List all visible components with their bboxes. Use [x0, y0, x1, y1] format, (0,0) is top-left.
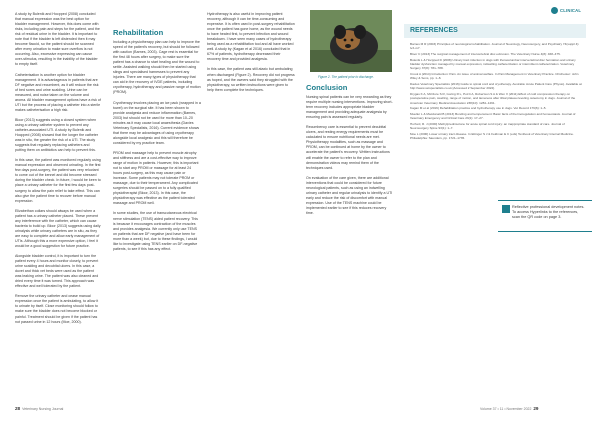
- paragraph: Recumbency care is essential to prevent decubital ulcers, and resting energy requirements must be calculated to ensure nutritional needs are met. Physiotherapy modalities, such as massage and PROM, can be continued at home by the owner to accelerate the patient's recovery. Written instructions will enable the owner to refer to the plan and demonstration videos may remind them of the techniques used.: [306, 125, 390, 170]
- paragraph: In some studies, the use of transcutaneous electrical nerve stimulation (TENS) aided patient recovery. This is because it encourages contraction of the muscles and provides analgesia. We currently only use TENS on patients that are DF negative (and have been for more than a week) but, due to these findings, I would like to investigate using TENS earlier on DF-negative patients, to see if this has any effect.: [113, 211, 198, 251]
- footer-left: [15, 406, 63, 411]
- paragraph: Hydrotherapy is also useful in improving patient recovery, although it can be time-consuming and expensive. It is often used in post-surgery rehabilitation once the patient has gone home, as the wound needs to have healed first, to prevent infection and wound breakdown. I have seen many cases of hydrotherapy being used as a rehabilitation tool and all have worked well. A study by (Kagan et al 2016) concluded that in 67% of patients, hydrotherapy decreased their recovery time and provided analgesia.: [207, 12, 295, 62]
- paragraph: Alongside bladder control, it is important to turn the patient every 4 hours and monitor closely, to prevent urine scalding and decubital ulcers. In this case, a duvet and thick vet beds were used as the patient was leaking urine. The patient was also cleaned and dried every time it was turned. This approach was effective and well tolerated by the patient.: [15, 254, 99, 289]
- column-2: [113, 0, 201, 257]
- paragraph: Bloor (2013) suggests using a closed system when using a urinary catheter system to prevent any catheter-associated UTI. A study by Bulenik and Hocpped (2008) showed that the longer the catheter was in situ, the greater the risk of a UTI. The study suggests that regularly replacing catheters and putting them on antibiotics can help to prevent this.: [15, 117, 99, 153]
- paragraph: Elizabethan collars should always be used when a patient has a urinary catheter placed. These prevent any interference with the catheter, which can cause bacteria to build up. Bloor (2013) suggests using daily urinalysis while urinary catheters are in situ, as they are easy to complete and allow early management of UTIs. Although this a more expensive option, I feel it would be a good suggestion for future practice.: [15, 208, 101, 248]
- paragraph: Remove the urinary catheter and cease manual expression once the patient is ambulating, to allow it to urinate by itself. Close monitoring should follow to make sure the bladder does not become blocked or painful. Treatment should be given if the patient has not passed urine in 12 hours (Moe, 2000).: [15, 294, 99, 324]
- reflective-callout: [498, 200, 592, 232]
- references-list: [410, 42, 584, 142]
- paragraph: In this case, the patient was monitored regularly using manual expression and observed urinating. In the first few days post-surgery, the patient was very reluctant to come out of the kennel and did become stressed during the bladder check. In future, I would be keen to place a urinary catheter for the first few days post-surgery to allow the pain relief to take effect. This can also give the patient time to recover before manual expression.: [15, 158, 101, 203]
- paragraph: Including a physiotherapy plan can help to improve the speed of the patient's recovery, but should be followed with caution (Barnes, 2003). Cage rest is essential for the first 48 hours after surgery, to make sure the patient has a chance to start healing and the wound to settle. Assisted walking should then be started using slings and specialised harnesses to prevent any injuries. There are many types of physiotherapy that can aid in the recovery of IVDE patients, including cryotherapy, hydrotherapy and passive range of motion (PROM).: [113, 40, 201, 95]
- column-3: [207, 12, 295, 98]
- references-heading: REFERENCES: [410, 27, 458, 34]
- reference-item: Kagan M et al (2016) Rehabilitation practice and hydrotherapy use in dogs. Vet Record 179(6): 1–5.: [410, 106, 547, 111]
- reference-item: Crook A (2014) Introduction: Pain. An issue of animal welfare. In Pain Management in Veterinary Practice. Chichester: John Wiley & Sons, pp. 1–8.: [410, 71, 579, 81]
- reference-item: Drygas K A, McClure S R, Goring R L, Pozzi A, Robertson S A & Wen X (2011) Effect of cold compression therapy on postoperative pain, swelling, range of motion, and lameness after tibial plateau leveling osteotomy in dogs. Journal of the American Veterinary Medical Association 238(10): 1284–1291.: [410, 91, 576, 105]
- conclusion-section: [306, 83, 394, 221]
- paragraph: In this case, the patient was still ataxic but ambulating when discharged (Figure 2). Recovery did not progress as hoped, and the owners said they struggled with the physiotherapy, so written instructions were given to help them complete the techniques.: [207, 67, 295, 92]
- paragraph: Nursing spinal patients can be very rewarding as they require multiple nursing interventions. Improving short-term recovery includes appropriate bladder management and providing adequate analgesia by ensuring pain is assessed regularly.: [306, 95, 393, 120]
- paragraph: A study by Bulenik and Hocpped (2008) concluded that manual expression was the best option for bladder management. However, this does come with risks, including pain and steps for the patient, and the risk of residual urine in the bladder. It is important to note that if the bladder is left distended then it may become flaccid, so the patient should be scanned after every urination to make sure overflow is not occurring. Also, excessive expressing can cause over-stimulus, resulting in the inability of the bladder to empty itself.: [15, 12, 100, 67]
- reference-item: Mueller L & Macdonald B (2013) Bonding and temperament: Basic facts of thermoregulation and homeostasis. Journal of Veterinary Emergency and Critical Care 23(1): 17–27.: [410, 111, 576, 121]
- conclusion-heading: Conclusion: [306, 83, 348, 92]
- section-label: CLINICAL: [560, 8, 582, 13]
- callout-text: Reflective professional development notes. To access Hyperlinks to the references, scan the QR code on page 3.: [512, 205, 585, 219]
- reference-item: Davies Veterinary Specialists (2016) Guide to spinal cord and cryotherapy. Australia: Acute Patient Care (Physio). Available at http://www.vetspecialists.co.uk [Accessed 2 September 2022].: [410, 81, 582, 91]
- journal-name: Veterinary Nursing Journal: [22, 407, 64, 411]
- issue-info: Volume 37 • 11 • November 2022: [480, 407, 532, 411]
- rehabilitation-heading: Rehabilitation: [113, 28, 164, 37]
- dog-image: [310, 10, 392, 72]
- footer-right: [480, 406, 539, 411]
- paragraph: On evaluation of the care given, there are additional interventions that could be considered for future neurological patients, such as using an indwelling urinary catheter and regular urinalysis to identify a UTI early and reduce the risk of discomfort with manual expression. Use of the TENS machine could be implemented earlier to see if this reduces recovery time.: [306, 175, 393, 215]
- dog-photo: [310, 10, 392, 72]
- reference-item: Bloor C (2013) The surgical management of intervertebral disc extrusion. The Veterinary Nurse 4(8): 468–475.: [410, 51, 561, 56]
- reference-item: Moe L (2000) Lower urinary tract disease. In Ettinger S J & Feldman E C (eds) Textbook of Veterinary Internal Medicine. Philadelphia: Saunders, pp. 1721–1735.: [410, 131, 574, 141]
- page-number-left: 28: [15, 406, 21, 411]
- paragraph: PROM and massage help to prevent muscle atrophy and stiffness and are a cost-effective way to improve range of motion in patients. However, this is important not to start any PROM or massage for at least 24 hours post-surgery, as this may cause pain or increase. Some patients may not tolerate PROM or massage, due to their temperament. Any complicated surgeries should be passed on to a fully qualified physiotherapist (Bloor, 2013). In this case, the physiotherapy was effective as the patient tolerated massage and PROM well.: [113, 150, 199, 206]
- page-number-right: 29: [533, 406, 539, 411]
- reference-item: Bulenik L & Hocpped D (2008) Urinary tract infection in dogs with thoracolumbar intervertebral disc herniation and urinary bladder dysfunction managed by manual expression, indwelling catheterization or intermittent catheterization. Veterinary Surgery 37(8): 781–788.: [410, 57, 576, 71]
- reference-item: Hurford, R. J (2000) Methylprednisolone for acute spinal cord injury: an inappropriate standard of care. Journal of Neurosurgery Spine 93(1): 1–7.: [410, 121, 565, 131]
- reference-item: Barnes M R (2003) Principles of neurological rehabilitation. Journal of Neurology, Neurosurgery, and Psychiatry 74(suppl 4): iv3–iv7.: [410, 42, 580, 51]
- figure-caption: Figure 2. The patient prior to discharge.: [318, 75, 374, 79]
- section-icon: [551, 7, 558, 14]
- column-1: [15, 12, 101, 330]
- paragraph: Cryotherapy involves placing an ice pack (wrapped in a towel) on the surgical site. It has been shown to provide analgesia and reduce inflammation (Barnes, 2003) but should not be used for more than 10–20 minutes as it may cause local anaesthesia (Davies Veterinary Specialists, 2016). Current evidence shows that there may be advantages of using cryotherapy alongside local analgesic and this will therefore be considered by my practice team.: [113, 100, 201, 145]
- qr-code-icon[interactable]: [502, 205, 510, 213]
- paragraph: Catheterisation is another option for bladder management. It is advantageous in patients that are DF negative and recumbent, as it will reduce the risk of bed sores and urine scalding. Urine can be measured, and noise taken on the volume and aroma. All bladder management options have a risk of UTI but the process of placing a catheter into a sterile makes catheterisation a high risk.: [15, 72, 101, 112]
